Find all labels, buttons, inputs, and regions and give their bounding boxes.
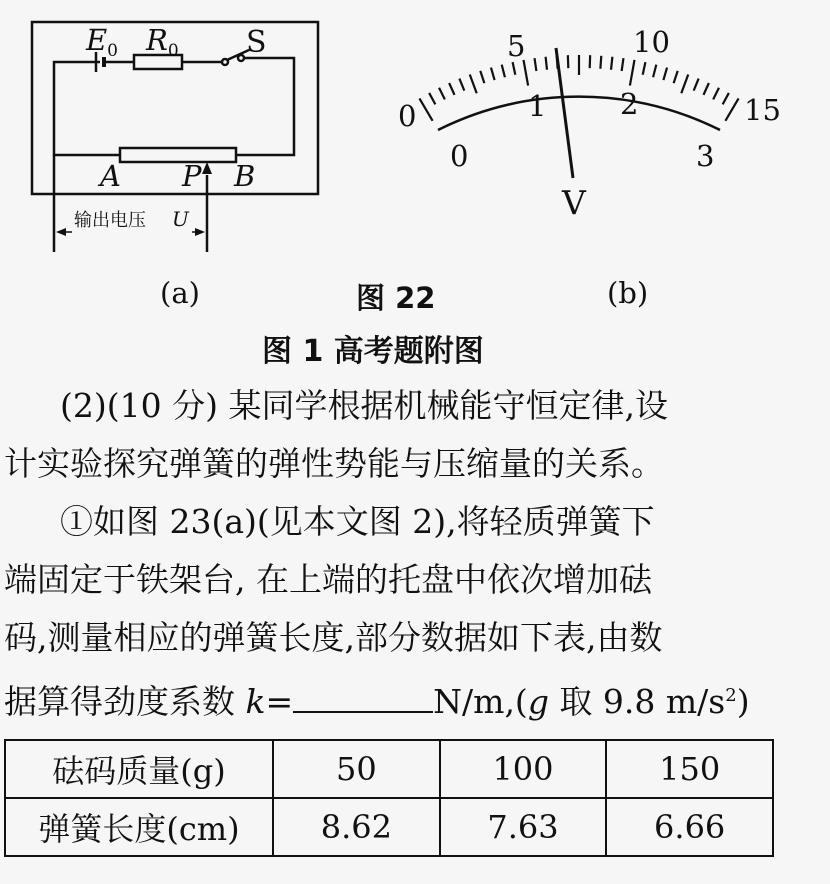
dial-tick	[653, 65, 656, 78]
outer-tick-label: 5	[507, 29, 526, 63]
caption-a: (a)	[160, 276, 200, 310]
dial-tick	[643, 62, 646, 75]
table-row	[5, 740, 773, 798]
dial-tick	[630, 60, 635, 86]
label-b: B	[234, 159, 256, 193]
question-line-4: 端固定于铁架台, 在上端的托盘中依次增加砝	[4, 560, 652, 599]
dial-tick	[535, 58, 537, 71]
label-a: A	[100, 159, 121, 193]
dial-tick	[513, 62, 516, 75]
dial-tick	[611, 57, 612, 70]
outer-tick-label: 15	[744, 93, 781, 127]
dial-tick	[502, 65, 505, 78]
slider-p-arrow	[202, 162, 212, 174]
label-s: S	[246, 25, 267, 60]
dial-tick	[480, 71, 484, 83]
table-header-mass: 砝码质量(g)	[5, 740, 273, 798]
figure-title: 图 1 高考题附图	[262, 334, 484, 369]
dial-tick	[419, 98, 432, 120]
superscript-2: 2	[725, 685, 737, 706]
line6-prefix: 据算得劲度系数	[4, 682, 246, 721]
caption-b: (b)	[607, 276, 649, 310]
question-line-3: ①如图 23(a)(见本文图 2),将轻质弹簧下	[60, 502, 655, 541]
equals-sign: =	[265, 682, 294, 721]
meter-label-v: V	[562, 183, 586, 222]
table-row	[5, 798, 773, 856]
dial-tick	[674, 71, 678, 83]
symbol-g: g	[527, 682, 549, 721]
close-paren: )	[736, 682, 750, 721]
output-arrow-left	[56, 228, 66, 236]
label-p: P	[182, 159, 202, 193]
symbol-k: k	[245, 682, 266, 721]
dial-tick	[429, 93, 435, 104]
label-e0: $E_0$	[86, 23, 118, 61]
inner-tick-label: 1	[528, 89, 547, 123]
table-cell: 100	[440, 740, 607, 798]
dial-tick	[622, 58, 624, 71]
dial-tick	[681, 75, 688, 94]
dial-tick	[600, 56, 601, 69]
dial-tick	[524, 60, 529, 86]
table-header-length: 弹簧长度(cm)	[5, 798, 273, 856]
data-table	[4, 739, 774, 857]
table-cell: 50	[273, 740, 440, 798]
dial-tick	[725, 98, 738, 120]
dial-tick	[546, 57, 547, 70]
table-cell: 6.66	[606, 798, 773, 856]
inner-tick-label: 2	[620, 87, 639, 121]
label-output-voltage: 输出电压	[74, 210, 146, 231]
question-line-5: 码,测量相应的弹簧长度,部分数据如下表,由数	[4, 618, 663, 657]
rheostat-ab	[120, 148, 236, 162]
outer-tick-label: 10	[633, 25, 670, 59]
gravity-text: 取 9.8 m/s	[548, 682, 726, 721]
label-u: U	[172, 207, 189, 231]
dial-tick	[723, 93, 729, 104]
answer-blank[interactable]	[293, 683, 433, 713]
output-arrow-right	[195, 228, 205, 236]
table-cell: 150	[606, 740, 773, 798]
label-r0: $R_0$	[146, 23, 179, 61]
figure-22	[0, 0, 830, 320]
table-cell: 7.63	[440, 798, 607, 856]
dial-tick	[694, 79, 699, 91]
inner-tick-label: 0	[450, 139, 469, 173]
dial-tick	[491, 68, 495, 80]
question-line-2: 计实验探究弹簧的弹性势能与压缩量的关系。	[4, 444, 664, 483]
dial-tick	[459, 79, 464, 91]
dial-tick	[439, 88, 445, 100]
outer-tick-label: 0	[398, 99, 417, 133]
inner-tick-label: 3	[696, 139, 715, 173]
figure-number: 图 22	[356, 281, 436, 315]
table-cell: 8.62	[273, 798, 440, 856]
dial-tick	[713, 88, 719, 100]
dial-tick	[704, 83, 709, 95]
dial-tick	[470, 75, 477, 94]
dial-tick	[663, 68, 667, 80]
voltmeter-needle	[556, 48, 573, 178]
question-line-6	[4, 668, 830, 730]
question-line-1: (2)(10 分) 某同学根据机械能守恒定律,设	[60, 386, 668, 425]
unit-text: N/m,(	[433, 682, 528, 721]
dial-tick	[449, 83, 454, 95]
